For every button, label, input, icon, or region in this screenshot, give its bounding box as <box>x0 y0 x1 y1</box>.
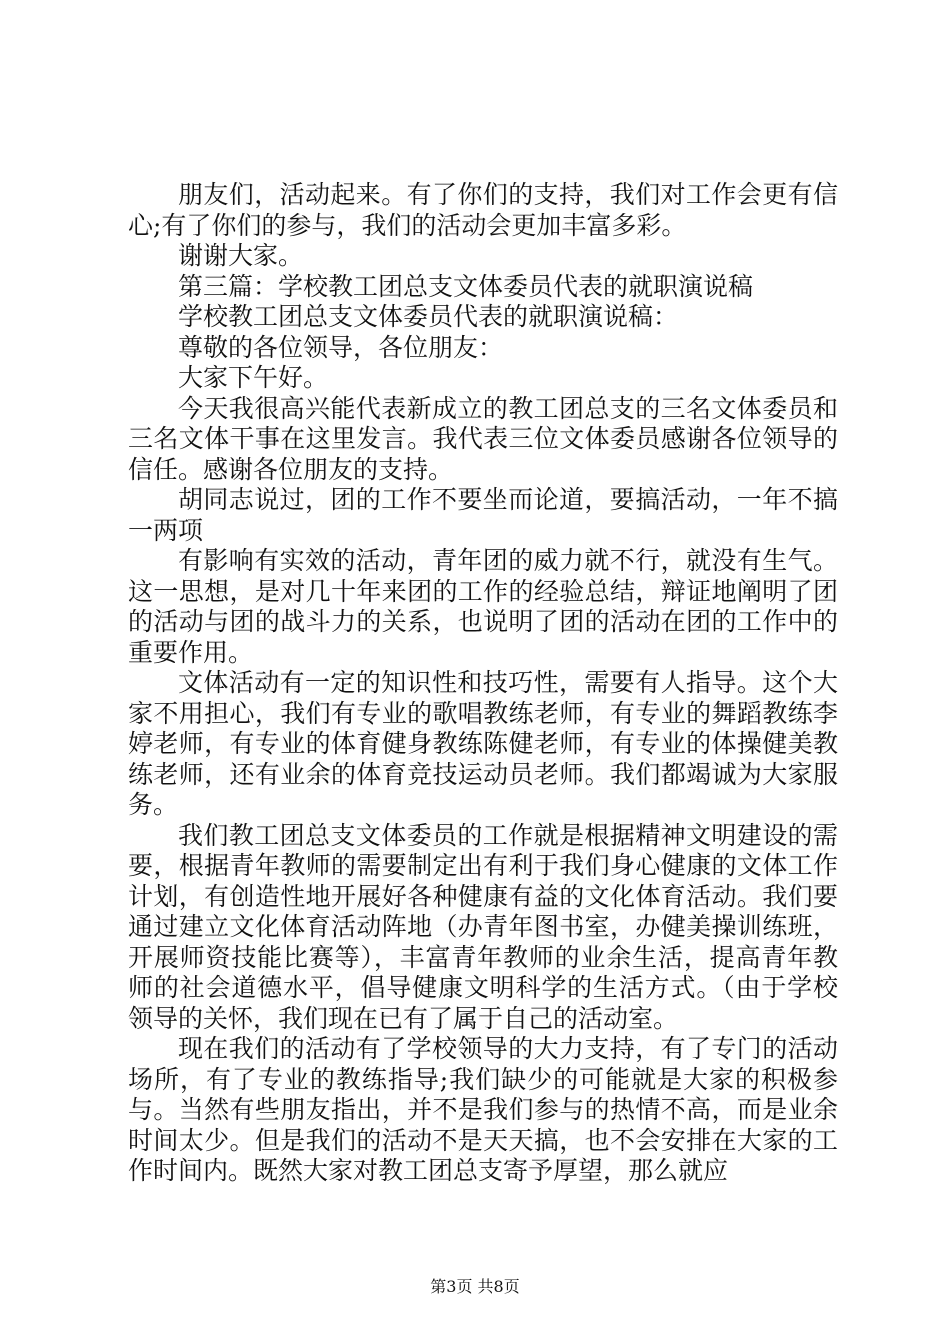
paragraph: 文体活动有一定的知识性和技巧性，需要有人指导。这个大家不用担心，我们有专业的歌唱教练老师，有专业的舞蹈教练李婷老师，有专业的体育健身教练陈健老师，有专业的体操健美教练老师，还有业余的体育竞技运动员老师。我们都竭诚为大家服务。 <box>128 668 838 819</box>
paragraph: 谢谢大家。 <box>178 241 304 270</box>
paragraph: 我们教工团总支文体委员的工作就是根据精神文明建设的需要，根据青年教师的需要制定出有利于我们身心健康的文体工作计划，有创造性地开展好各种健康有益的文化体育活动。我们要通过建立文化体育活动阵地（办青年图书室，办健美操训练班，开展师资技能比赛等），丰富青年教师的业余生活，提高青年教师的社会道德水平，倡导健康文明科学的生活方式。（由于学校领导的关怀，我们现在已有了属于自己的活动室。 <box>128 820 838 1033</box>
section-heading: 第三篇：学校教工团总支文体委员代表的就职演说稿 <box>178 271 754 301</box>
document-body <box>128 180 838 1187</box>
speech-title: 学校教工团总支文体委员代表的就职演说稿： <box>178 302 679 331</box>
paragraph: 现在我们的活动有了学校领导的大力支持，有了专门的活动场所，有了专业的教练指导;我们缺少的可能就是大家的积极参与。当然有些朋友指出，并不是我们参与的热情不高，而是业余时间太少。但是我们的活动不是天天搞，也不会安排在大家的工作时间内。既然大家对教工团总支寄予厚望，那么就应 <box>128 1034 838 1185</box>
paragraph: 胡同志说过，团的工作不要坐而论道，要搞活动，一年不搞一两项 <box>128 485 838 545</box>
paragraph: 朋友们，活动起来。有了你们的支持，我们对工作会更有信心;有了你们的参与，我们的活动会更加丰富多彩。 <box>128 180 838 240</box>
paragraph: 有影响有实效的活动，青年团的威力就不行，就没有生气。这一思想，是对几十年来团的工作的经验总结，辩证地阐明了团的活动与团的战斗力的关系，也说明了团的活动在团的工作中的重要作用。 <box>128 546 838 667</box>
salutation: 尊敬的各位领导，各位朋友： <box>178 332 504 362</box>
paragraph: 今天我很高兴能代表新成立的教工团总支的三名文体委员和三名文体干事在这里发言。我代表三位文体委员感谢各位领导的信任。感谢各位朋友的支持。 <box>128 393 838 484</box>
page-number-footer: 第3页 共8页 <box>430 1277 520 1296</box>
greeting: 大家下午好。 <box>178 363 329 392</box>
